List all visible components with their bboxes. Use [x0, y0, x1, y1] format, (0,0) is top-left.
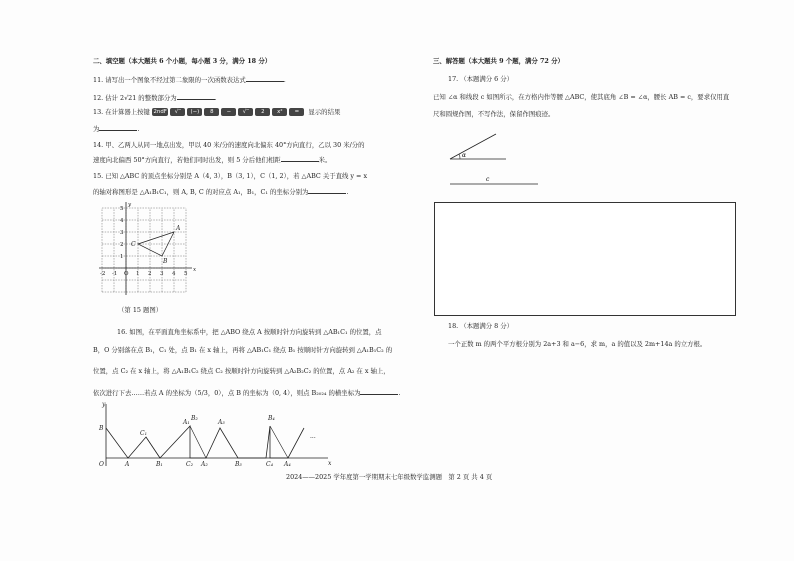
calculator-key-2: (−) [187, 108, 202, 116]
question-15-line1: 15. 已知 △ABC 的顶点坐标分别是 A（4, 3），B（3, 1），C（1, 2），若 △ABC 关于直线 y = x [93, 172, 368, 180]
fig15-x-tick: -1 [112, 271, 118, 277]
question-15-line2: 的轴对称图形是 △A₁B₁C₁，则 A, B, C 的对应点 A₁，B₁，C₁ 的坐标分别为 . [93, 188, 349, 196]
calculator-key-8: = [289, 108, 304, 116]
fig15-y-tick: 3 [120, 230, 124, 236]
question-12: 12. 估计 2√21 的整数部分为 . [93, 94, 217, 102]
fig16-label: A₄ [284, 461, 291, 468]
section3-title: 三、解答题（本大题共 9 个题，满分 72 分） [433, 57, 564, 65]
fig16-label: A₂ [201, 461, 208, 468]
fig15-point-A: A [176, 225, 181, 232]
question-13 [93, 108, 340, 116]
fig16-label: A₁ [183, 419, 190, 426]
question-14-line1: 14. 甲、乙两人从同一地点出发，甲以 40 米/分的速度向北偏东 40°方向直行，乙以 30 米/分的 [93, 141, 365, 149]
figure-15-caption: （第 15 题图） [118, 306, 163, 314]
question-13-text-c: 为 [93, 125, 100, 133]
calculator-key-5: √‾ [238, 108, 253, 116]
fig15-x-tick: 5 [184, 271, 188, 277]
calculator-key-0: 2ndF [153, 109, 167, 115]
figure-17-angle-segment [446, 124, 546, 186]
question-18-title: 18. （本题满分 8 分） [448, 322, 514, 330]
fig16-label: B₁ [156, 461, 163, 468]
fig15-x-tick: 2 [148, 271, 152, 277]
fig16-label: ··· [310, 435, 316, 442]
question-12-text: 12. 估计 2√21 的整数部分为 [93, 94, 177, 102]
fig15-x-tick: 3 [160, 271, 164, 277]
answer-blank-14 [281, 155, 319, 162]
question-14-line2 [93, 155, 331, 164]
question-17-title: 17. （本题满分 6 分） [448, 75, 514, 83]
fig15-y-tick: 1 [120, 254, 124, 260]
question-16-text: 依次进行下去……若点 A 的坐标为（5/3，0），点 B 的坐标为（0, 4），则点 B₂₀₂₄ 的横坐标为 [93, 389, 361, 397]
fig15-x-tick: -2 [100, 271, 106, 277]
fig16-label: A₃ [218, 419, 225, 426]
question-11-text: 11. 请写出一个图象不经过第二象限的一次函数表达式 [93, 76, 246, 84]
question-16-line2: B，O 分别落在点 B₁，C₁ 处，点 B₁ 在 x 轴上，再将 △AB₁C₁ 绕点 B₁ 按顺时针方向旋转到 △A₁B₁C₂ 的 [93, 346, 393, 354]
figure-15-grid [90, 200, 200, 305]
fig15-y-tick: 5 [120, 206, 124, 212]
question-13-text: 13. 在计算器上按键 [93, 108, 150, 116]
question-16-line3: 位置，点 C₂ 在 x 轴上，将 △A₁B₁C₂ 绕点 C₂ 按顺时针方向旋转到 △A₂B₂C₂ 的位置，点 A₂ 在 x 轴上， [93, 367, 390, 375]
fig15-point-B: B [163, 258, 168, 265]
page-footer: 2024——2025 学年度第一学期期末七年级数学监测题 第 2 页 共 4 页 [286, 473, 493, 481]
fig15-x-axis-label: x [193, 267, 197, 273]
question-18-text: 一个正数 m 的两个平方根分别为 2a+3 和 a−6，求 m，a 的值以及 2m+14a 的立方根。 [448, 340, 707, 348]
question-17-line1: 已知 ∠α 和线段 c 如图所示，在方格内作等腰 △ABC，使其底角 ∠B = ∠α，腰长 AB = c，要求仅用直 [433, 93, 730, 101]
fig16-label: C₁ [140, 430, 147, 437]
fig15-x-tick: 1 [136, 271, 140, 277]
figure-16-rotation [98, 400, 334, 470]
question-14-unit: 米。 [318, 156, 332, 164]
question-14-text: 速度向北偏西 50°方向直行，若他们同时出发，则 5 分后他们相距 [93, 156, 281, 164]
angle-alpha-label: α [462, 152, 467, 159]
answer-blank-13 [99, 124, 137, 131]
answer-blank-15 [308, 187, 346, 194]
fig16-triangles [106, 426, 304, 458]
fig16-label: B₂ [191, 415, 198, 422]
fig16-label: C₄ [266, 461, 273, 468]
calculator-key-7: x² [272, 108, 287, 116]
fig16-label: y [102, 401, 106, 408]
question-15-text: 的轴对称图形是 △A₁B₁C₁，则 A, B, C 的对应点 A₁，B₁，C₁ 的坐标分别为 [93, 188, 309, 196]
fig15-y-axis-label: y [128, 202, 132, 208]
construction-grid-box [434, 202, 736, 316]
segment-c-label: c [486, 176, 490, 183]
question-17-line2: 尺和圆规作图，不写作法，保留作图痕迹。 [433, 110, 555, 118]
fig15-point-C: C [131, 241, 136, 248]
question-11: 11. 请写出一个图象不经过第二象限的一次函数表达式 . [93, 76, 286, 84]
fig16-label: O [99, 461, 104, 468]
calculator-keys [152, 108, 306, 116]
question-16-line4: 依次进行下去……若点 A 的坐标为（5/3，0），点 B 的坐标为（0, 4），则点 B₂₀₂₄ 的横坐标为 . [93, 389, 401, 397]
fig16-label: C₂ [186, 461, 193, 468]
answer-blank-12 [177, 93, 215, 100]
fig15-y-tick: 2 [120, 242, 124, 248]
calculator-key-4: − [221, 108, 236, 116]
section2-title: 二、填空题（本大题共 6 个小题，每小题 3 分，满分 18 分） [93, 57, 272, 65]
question-13-text-b: 显示的结果 [308, 108, 341, 116]
fig15-x-tick: 4 [172, 271, 176, 277]
question-16-line1: 16. 如图，在平面直角坐标系中，把 △ABO 绕点 A 按顺时针方向旋转到 △AB₁C₁ 的位置，点 [117, 328, 382, 336]
calculator-key-1: √‾ [170, 108, 185, 116]
fig16-label: A [125, 461, 130, 468]
fig16-label: B₃ [235, 461, 242, 468]
answer-blank-16 [360, 388, 398, 395]
calculator-key-6: 2 [255, 108, 270, 116]
fig15-x-tick: O [124, 271, 129, 277]
fig16-label: B [99, 425, 104, 432]
fig16-label: B₄ [268, 415, 275, 422]
answer-blank-11 [246, 75, 284, 82]
fig15-y-tick: 4 [120, 218, 124, 224]
fig16-label: x [328, 460, 332, 467]
question-13-line2: 为 . [93, 125, 140, 133]
calculator-key-3: 8 [204, 108, 219, 116]
